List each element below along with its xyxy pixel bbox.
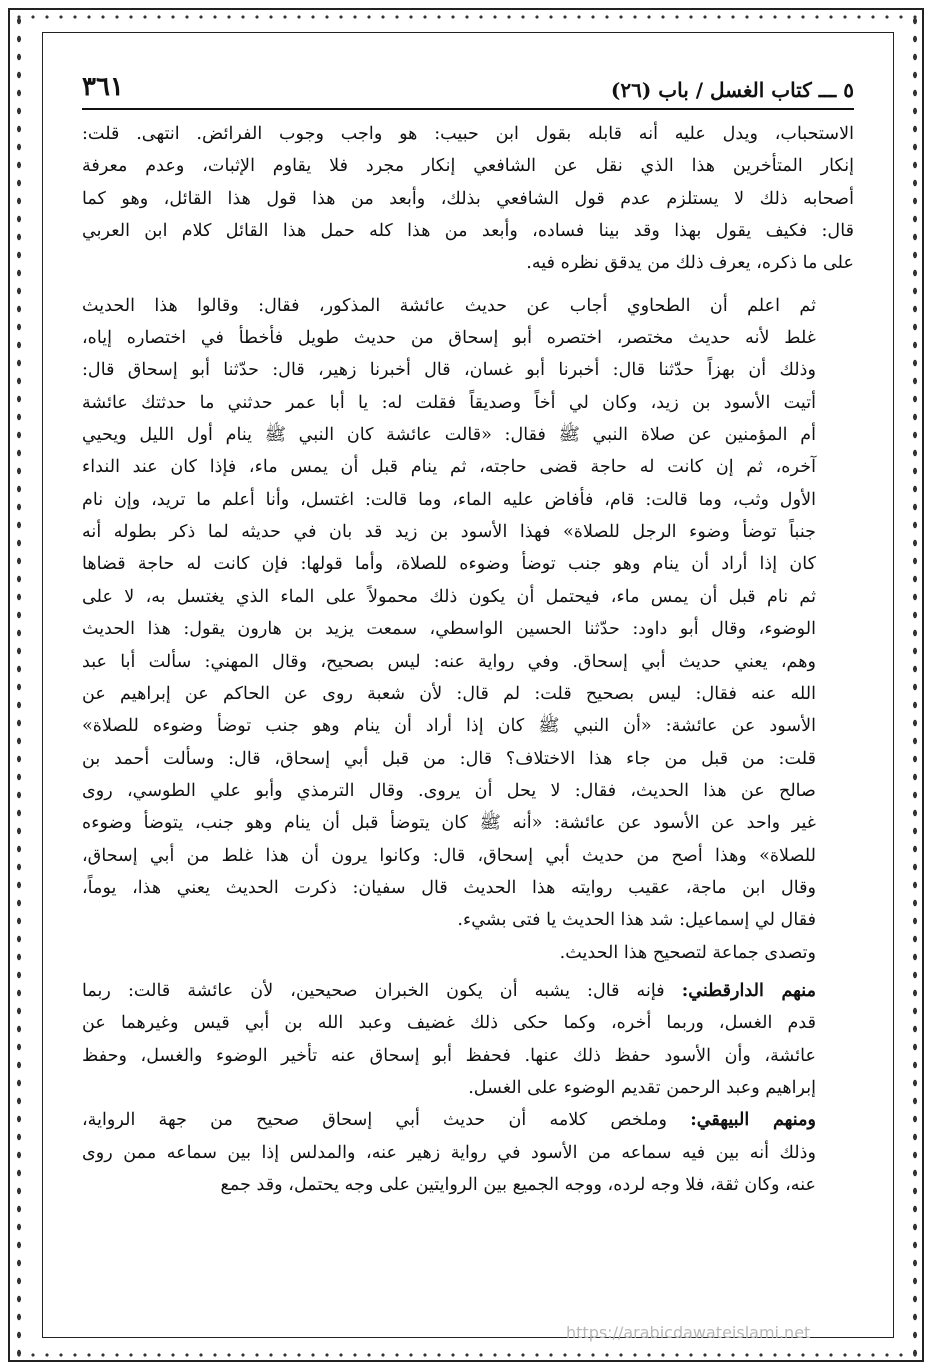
- text-line: [82, 1104, 854, 1136]
- text-line: [82, 975, 854, 1007]
- page-body: [82, 118, 854, 1201]
- text-line: أتيت الأسود بن زيد، وكان لي أخاً وصديقاً فقلت له: يا أبا عمر حدثني ما حدثتك عائشة: [82, 392, 816, 413]
- decorative-border-right: [908, 12, 922, 1360]
- text-line: وتصدى جماعة لتصحيح هذا الحديث.: [559, 942, 816, 963]
- text-line: وذلك أن بهزاً حدّثنا قال: أخبرنا أبو غسان، قال أخبرنا زهير، قال: حدّثنا أبو إسحاق قال:: [82, 360, 816, 381]
- paragraph: [82, 975, 854, 1104]
- decorative-border-left: [12, 12, 26, 1360]
- text-line: على ما ذكره، يعرف ذلك من يدقق نظره فيه.: [526, 253, 854, 274]
- line-text: فإنه قال: يشبه أن يكون الخبران صحيحين، لأن عائشة قالت: ربما: [82, 980, 682, 1001]
- decorative-border-top: [12, 12, 922, 22]
- text-line: إبراهيم وعبد الرحمن تقديم الوضوء على الغسل.: [468, 1077, 816, 1098]
- text-line: عنه، وكان ثقة، فلا وجه لرده، ووجه الجميع بين الروايتين على وجه يحتمل، وقد جمع: [220, 1175, 816, 1195]
- paragraph: [82, 290, 854, 937]
- section-lead: منهم الدارقطني:: [681, 979, 817, 1001]
- text-line: الله عنه فقال: ليس بصحيح قلت: لم قال: لأن شعبة روى عن الحاكم عن إبراهيم عن: [82, 683, 816, 704]
- text-line: وهم، يعني حديث أبي إسحاق. وفي رواية عنه: ليس بصحيح، وقال المهني: سألت أبا عبد: [82, 651, 816, 672]
- text-line: وذلك أنه بين فيه سماعه من الأسود في رواية زهير عنه، والمدلس إذا بين سماعه ممن روى: [82, 1142, 816, 1163]
- text-line: قال: فكيف يقول بهذا وقد بينا فساده، وأبعد من هذا كله حمل هذا القائل كلام ابن العربي: [82, 221, 854, 242]
- text-line: أصحابه ذلك لا يستلزم عدم قول الشافعي بذلك، وأبعد من هذا قول هذا القائل، وهو كما: [82, 188, 854, 209]
- paragraph: [82, 118, 854, 280]
- line-text: وملخص كلامه أن حديث أبي إسحاق صحيح من جهة الرواية،: [82, 1110, 691, 1131]
- text-line: غلط لأنه حديث مختصر، اختصره أبو إسحاق من حديث طويل فأخطأ في اختصاره إياه،: [82, 328, 816, 349]
- text-line: قدم الغسل، وربما أخره، وكما حكى ذلك غضيف وعبد الله بن أبي قيس وغيرهما عن: [82, 1013, 816, 1034]
- watermark: https://arabicdawateislami.net: [566, 1323, 811, 1342]
- paragraph: [82, 937, 854, 969]
- text-line: صالح عن هذا الحديث، فقال: لا يحل أن يروى. وقال الترمذي وأبو علي الطوسي، روى: [82, 780, 816, 801]
- text-line: جنباً توضأ وضوء الرجل للصلاة» فهذا الأسود بن زيد قد بان في حديثه لما ذكر بطوله أنه: [82, 522, 816, 543]
- text-line: وقال ابن ماجة، عقيب روايته هذا الحديث قال سفيان: ذكرت الحديث يعني هذا، يوماً،: [82, 877, 816, 898]
- paragraph: [82, 1104, 854, 1201]
- text-line: عائشة، وأن الأسود حفظ ذلك عنها. فحفظ أبو إسحاق عنه تأخير الوضوء والغسل، وحفظ: [82, 1045, 816, 1066]
- text-line: الوضوء، وقال أبو داود: حدّثنا الحسين الواسطي، سمعت يزيد بن هارون يقول: هذا الحديث: [82, 619, 816, 640]
- running-head: ٥ ـــ كتاب الغسل / باب (٢٦): [610, 78, 854, 102]
- page-header: [82, 64, 854, 110]
- text-line: ثم اعلم أن الطحاوي أجاب عن حديث عائشة المذكور، فقال: وقالوا هذا الحديث: [82, 295, 816, 316]
- text-line: ثم نام قبل أن يمس ماء، فيحتمل أن يكون ذلك محمولاً على الماء الذي يغتسل به، لا على: [82, 586, 816, 607]
- text-line: كان إذا أراد أن ينام وهو جنب توضأ وضوءه للصلاة، وأما قولها: فإن كانت له حاجة قضاها: [82, 554, 816, 575]
- text-line: قلت: من قبل من جاء هذا الاختلاف؟ قال: من قبل أبي إسحاق، قال: وسألت أحمد بن: [82, 748, 816, 769]
- text-line: غير واحد عن الأسود عن عائشة: «أنه ﷺ كان يتوضأ قبل أن ينام وهو جنب، يتوضأ وضوءه: [82, 813, 816, 834]
- text-line: الاستحباب، ويدل عليه أنه قابله بقول ابن حبيب: هو واجب وجوب الفرائض. انتهى. قلت:: [82, 124, 854, 144]
- text-line: آخره، ثم إن كانت له حاجة قضى حاجته، ثم ينام قبل أن يمس ماء، فإذا كان عند النداء: [82, 457, 816, 478]
- text-line: أم المؤمنين عن صلاة النبي ﷺ فقال: «قالت عائشة كان النبي ﷺ ينام أول الليل ويحيي: [82, 425, 816, 446]
- text-line: إنكار المتأخرين هذا الذي نقل عن الشافعي إنكار مجرد فلا يقاوم الإثبات، وعدم معرفة: [82, 156, 854, 177]
- text-line: للصلاة» وهذا أصح من حديث أبي إسحاق، قال: وكانوا يرون أن هذا غلط من أبي إسحاق،: [82, 845, 816, 866]
- text-line: الأول وثب، وما قالت: قام، فأفاض عليه الماء، وما قالت: اغتسل، وأنا أعلم ما تريد، وإن نام: [82, 489, 816, 510]
- text-line: فقال لي إسماعيل: شد هذا الحديث يا فتى بشيء.: [457, 910, 816, 931]
- text-line: الأسود عن عائشة: «أن النبي ﷺ كان إذا أراد أن ينام وهو جنب توضأ وضوءه للصلاة»: [82, 716, 816, 737]
- section-lead: ومنهم البيهقي:: [690, 1109, 816, 1131]
- decorative-border-bottom: [12, 1350, 922, 1360]
- page-number: ٣٦١: [82, 72, 124, 102]
